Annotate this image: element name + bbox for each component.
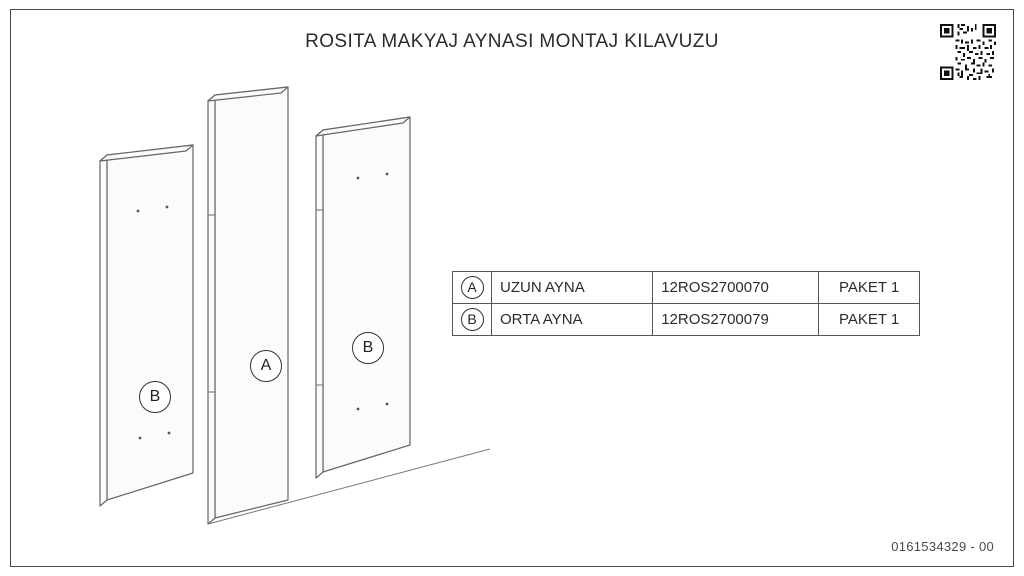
center-panel-edge	[208, 95, 215, 524]
hole-mark	[137, 210, 140, 213]
page-title: ROSITA MAKYAJ AYNASI MONTAJ KILAVUZU	[305, 31, 719, 52]
table-row	[453, 272, 920, 304]
hole-mark	[386, 403, 389, 406]
parts-list-table	[452, 271, 920, 336]
balloon-right-panel: B	[352, 332, 384, 364]
part-code-cell: 12ROS2700079	[653, 304, 819, 336]
hole-mark	[357, 177, 360, 180]
hole-mark	[166, 206, 169, 209]
left-panel-edge	[100, 155, 107, 506]
hole-mark	[386, 173, 389, 176]
center-panel-face	[215, 87, 288, 518]
hole-mark	[357, 408, 360, 411]
part-tag-cell	[453, 272, 492, 304]
left-panel-face	[107, 145, 193, 500]
part-tag-cell	[453, 304, 492, 336]
part-package-cell: PAKET 1	[819, 304, 920, 336]
right-panel-face	[323, 117, 410, 472]
document-number: 0161534329 - 00	[891, 539, 994, 554]
right-panel-edge	[316, 130, 323, 478]
assembly-drawing	[70, 60, 490, 530]
balloon-center-panel: A	[250, 350, 282, 382]
qr-code-icon	[940, 24, 996, 80]
table-row	[453, 304, 920, 336]
balloon-left-panel: B	[139, 381, 171, 413]
part-package-cell: PAKET 1	[819, 272, 920, 304]
hole-mark	[139, 437, 142, 440]
part-tag-badge: A	[461, 276, 484, 299]
part-tag-badge: B	[461, 308, 484, 331]
part-code-cell: 12ROS2700070	[653, 272, 819, 304]
mirror-panels-illustration	[70, 60, 490, 530]
part-name-cell: UZUN AYNA	[492, 272, 653, 304]
hole-mark	[168, 432, 171, 435]
part-name-cell: ORTA AYNA	[492, 304, 653, 336]
